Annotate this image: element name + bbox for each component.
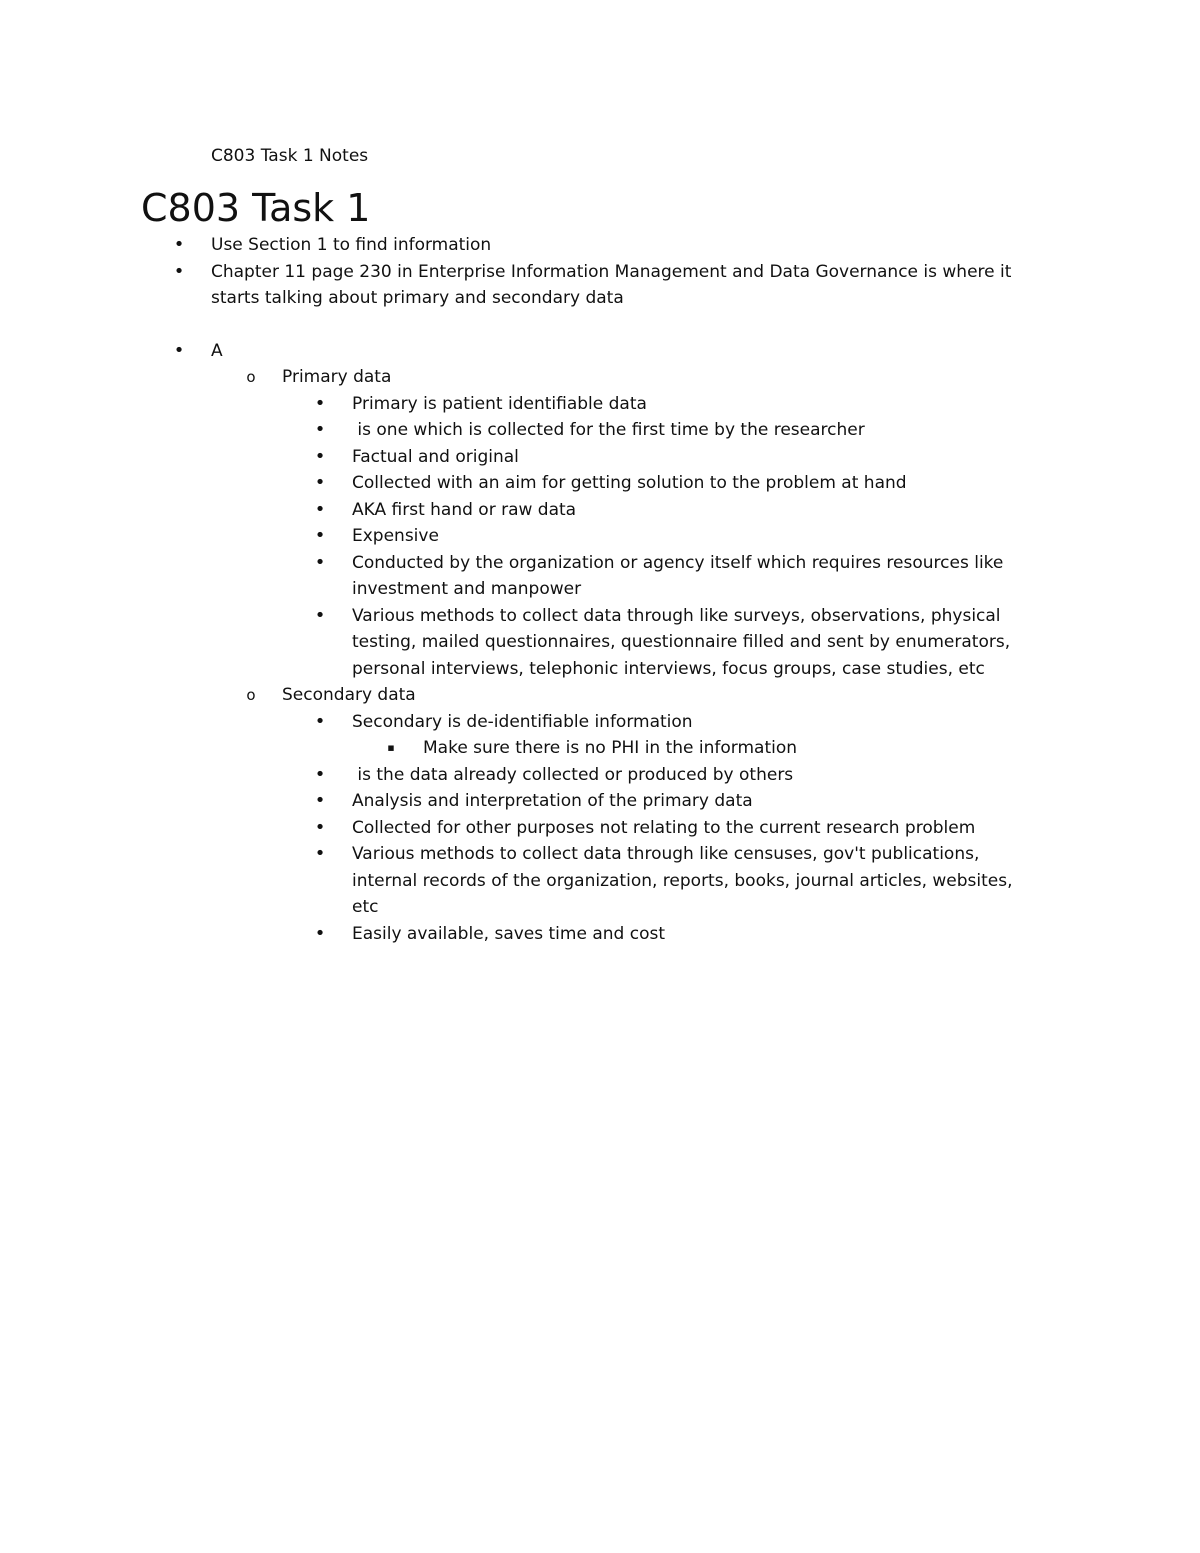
list-item-text: Easily available, saves time and cost (352, 923, 665, 944)
list-item-text: Secondary is de-identifiable information (352, 711, 693, 732)
list-item (0, 232, 1200, 259)
list-item-text: Various methods to collect data through like censuses, gov't publications, internal records of the organization, reports, books, journal articles, websites, etc (352, 844, 1013, 917)
list-item (0, 921, 1200, 948)
list-item-text: Secondary data (282, 685, 416, 705)
list-item-text: Analysis and interpretation of the primary data (352, 791, 753, 811)
list-item (0, 603, 1200, 683)
bullet-marker: • (314, 525, 326, 546)
list-item (0, 550, 1200, 603)
list-item-text: Collected with an aim for getting solution to the problem at hand (352, 473, 907, 493)
bullet-marker: • (314, 551, 326, 573)
bullet-marker: • (314, 922, 326, 944)
blank-line (0, 312, 1200, 338)
square-bullet-marker: ▪ (387, 741, 395, 754)
list-item (0, 762, 1200, 789)
bullet-marker: • (314, 472, 326, 493)
list-item-text: Conducted by the organization or agency itself which requires resources like investment and manpower (352, 552, 1004, 599)
list-item (0, 259, 1200, 312)
bullet-marker: • (314, 419, 326, 440)
list-item-text: Make sure there is no PHI in the information (423, 738, 798, 758)
bullet-marker: • (314, 843, 326, 864)
list-item-text: Expensive (352, 526, 439, 546)
list-item-primary-data (0, 364, 1200, 391)
list-item-text: Collected for other purposes not relating to the current research problem (352, 817, 976, 838)
bullet-marker: • (314, 790, 326, 811)
bullet-marker: • (314, 604, 326, 626)
list-item (0, 470, 1200, 497)
bullet-marker: • (173, 234, 185, 255)
list-item (0, 497, 1200, 524)
list-item (0, 735, 1200, 762)
bullet-marker: • (314, 445, 326, 467)
list-item-section-a (0, 338, 1200, 365)
document-title: C803 Task 1 (141, 186, 371, 230)
list-item (0, 417, 1200, 444)
bullet-marker: • (314, 498, 326, 520)
list-item-text: Factual and original (352, 446, 519, 467)
circle-bullet-marker: o (246, 686, 256, 704)
list-item (0, 391, 1200, 418)
list-item (0, 709, 1200, 736)
bullet-marker: • (314, 392, 326, 414)
list-item-text: Primary is patient identifiable data (352, 393, 647, 414)
list-item-text: is one which is collected for the first time by the researcher (352, 420, 865, 440)
bullet-marker: • (314, 763, 326, 785)
list-item (0, 788, 1200, 815)
list-item-secondary-data (0, 682, 1200, 709)
circle-bullet-marker: o (246, 368, 256, 386)
list-item-text: AKA first hand or raw data (352, 499, 577, 520)
document-header-line: C803 Task 1 Notes (211, 146, 369, 166)
list-item (0, 444, 1200, 471)
bullet-marker: • (314, 710, 326, 732)
bullet-list (0, 232, 1200, 947)
bullet-marker: • (173, 339, 185, 361)
bullet-marker: • (314, 816, 326, 838)
list-item-text: Primary data (282, 367, 392, 387)
list-item-text: is the data already collected or produced by others (352, 764, 794, 785)
list-item-text: A (211, 340, 223, 361)
list-item-text: Use Section 1 to find information (211, 235, 492, 255)
bullet-marker: • (173, 260, 185, 282)
list-item (0, 841, 1200, 921)
list-item-text: Various methods to collect data through like surveys, observations, physical testing, mailed questionnaires, questionnaire filled and sent by enumerators, personal interviews, telephonic interviews, focus groups, case studies, etc (352, 605, 1011, 679)
list-item-text: Chapter 11 page 230 in Enterprise Information Management and Data Governance is where it starts talking about primary and secondary data (211, 261, 1012, 308)
list-item (0, 815, 1200, 842)
list-item (0, 523, 1200, 550)
